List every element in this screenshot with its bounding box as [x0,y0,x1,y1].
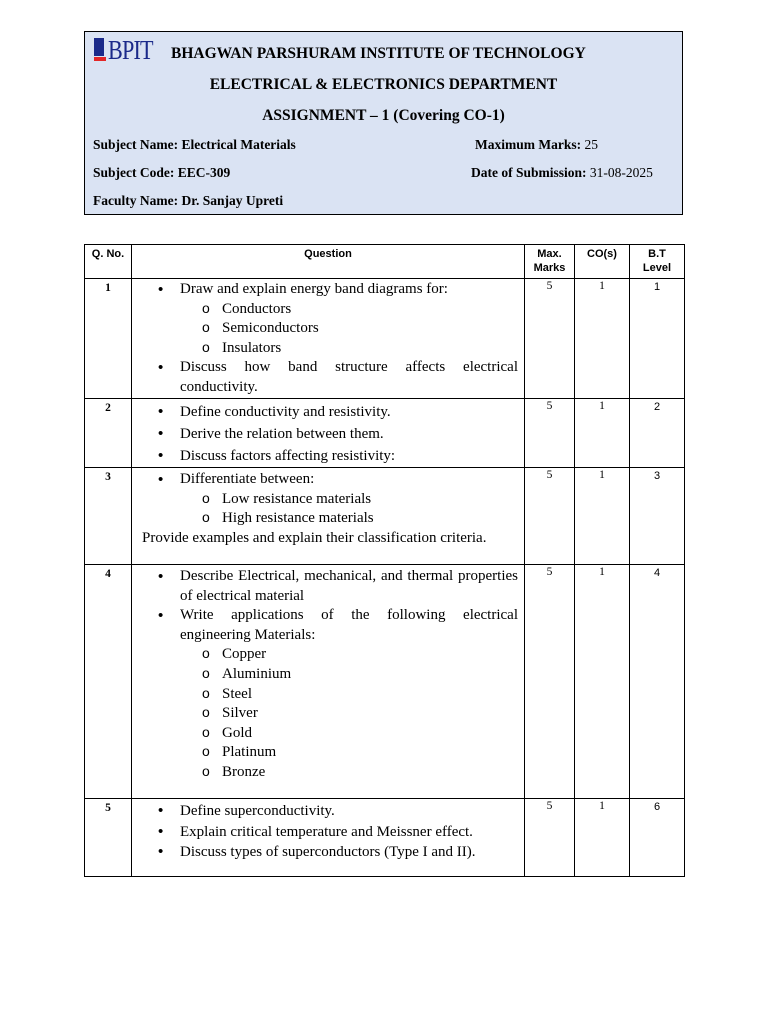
question-subitem: o Gold [132,724,524,744]
max-marks-cell: 5 [525,399,575,468]
max-marks-cell: 5 [525,565,575,799]
max-marks-cell: 5 [525,279,575,399]
question-subitem: o Platinum [132,743,524,763]
subject-name-label: Subject Name: [93,137,179,152]
submission-date-value: 31-08-2025 [589,165,653,180]
assignment-header [84,31,683,215]
co-cell: 1 [575,468,630,565]
co-cell: 1 [575,799,630,877]
table-row [85,399,685,468]
bt-header-line2: Level [642,262,672,274]
question-bullet: • Define superconductivity. [132,801,524,822]
question-number: 2 [85,399,132,468]
table-row [85,799,685,877]
faculty-row [93,193,283,209]
subject-code-row [93,165,230,181]
marks-header-line2: Marks [533,262,566,274]
question-text [132,399,525,468]
question-subitem: o Conductors [132,300,524,320]
bpit-logo [94,35,163,65]
bpit-logo-mark-icon [94,38,106,62]
marks-header-line1: Max. [537,248,562,260]
subject-code-label: Subject Code: [93,165,175,180]
subject-name-value: Electrical Materials [181,137,296,152]
question-subitem: o Copper [132,645,524,665]
max-marks-label: Maximum Marks: [475,137,582,152]
co-cell: 1 [575,399,630,468]
bt-level-cell: 3 [630,468,685,565]
question-header: Question [132,245,525,279]
bt-header [630,245,685,279]
question-bullet: • Define conductivity and resistivity. [132,401,524,423]
question-bullet: • Discuss how band structure affects electrical conductivity. [132,358,524,397]
question-bullet: • Differentiate between: [132,470,524,490]
max-marks-value: 25 [584,137,598,152]
question-subitem: o Insulators [132,339,524,359]
bt-header-line1: B.T [648,248,666,260]
question-bullet: • Derive the relation between them. [132,423,524,445]
question-subitem: o Silver [132,704,524,724]
table-row [85,468,685,565]
question-bullet: • Describe Electrical, mechanical, and thermal properties of electrical material [132,567,524,606]
questions-table [84,244,685,877]
qno-header: Q. No. [85,245,132,279]
question-text [132,565,525,799]
question-bullet: • Draw and explain energy band diagrams for: [132,280,524,300]
question-subitem: o Aluminium [132,665,524,685]
question-subitem: o Semiconductors [132,319,524,339]
institute-name: BHAGWAN PARSHURAM INSTITUTE OF TECHNOLOGY [171,45,586,62]
question-number: 5 [85,799,132,877]
table-row [85,565,685,799]
bt-level-cell: 1 [630,279,685,399]
max-marks-cell: 5 [525,468,575,565]
question-bullet: • Discuss factors affecting resistivity: [132,445,524,467]
question-subitem: o Steel [132,685,524,705]
question-bullet: • Write applications of the following electrical engineering Materials: [132,606,524,645]
assignment-title: ASSIGNMENT – 1 (Covering CO-1) [262,107,505,124]
question-note: Provide examples and explain their classification criteria. [142,529,487,546]
table-row [85,279,685,399]
co-cell: 1 [575,279,630,399]
question-bullet: • Discuss types of superconductors (Type I and II). [132,842,524,863]
marks-header [525,245,575,279]
question-number: 4 [85,565,132,799]
question-bullet: • Explain critical temperature and Meissner effect. [132,822,524,843]
question-text [132,279,525,399]
question-text [132,799,525,877]
question-subitem: o Low resistance materials [132,490,524,510]
bt-level-cell: 2 [630,399,685,468]
bpit-logo-text: BPIT [108,35,153,65]
co-header: CO(s) [575,245,630,279]
question-subitem: o Bronze [132,763,524,783]
question-subitem: o High resistance materials [132,509,524,529]
question-text [132,468,525,565]
question-number: 3 [85,468,132,565]
table-header-row [85,245,685,279]
question-number: 1 [85,279,132,399]
co-cell: 1 [575,565,630,799]
faculty-value: Dr. Sanjay Upreti [181,193,284,208]
submission-date-label: Date of Submission: [471,165,587,180]
subject-name-row [93,137,296,153]
department-name: ELECTRICAL & ELECTRONICS DEPARTMENT [209,76,558,93]
subject-code-value: EEC-309 [177,165,231,180]
bt-level-cell: 4 [630,565,685,799]
max-marks-row [475,137,598,153]
faculty-label: Faculty Name: [93,193,179,208]
max-marks-cell: 5 [525,799,575,877]
submission-date-row [471,165,653,181]
bt-level-cell: 6 [630,799,685,877]
